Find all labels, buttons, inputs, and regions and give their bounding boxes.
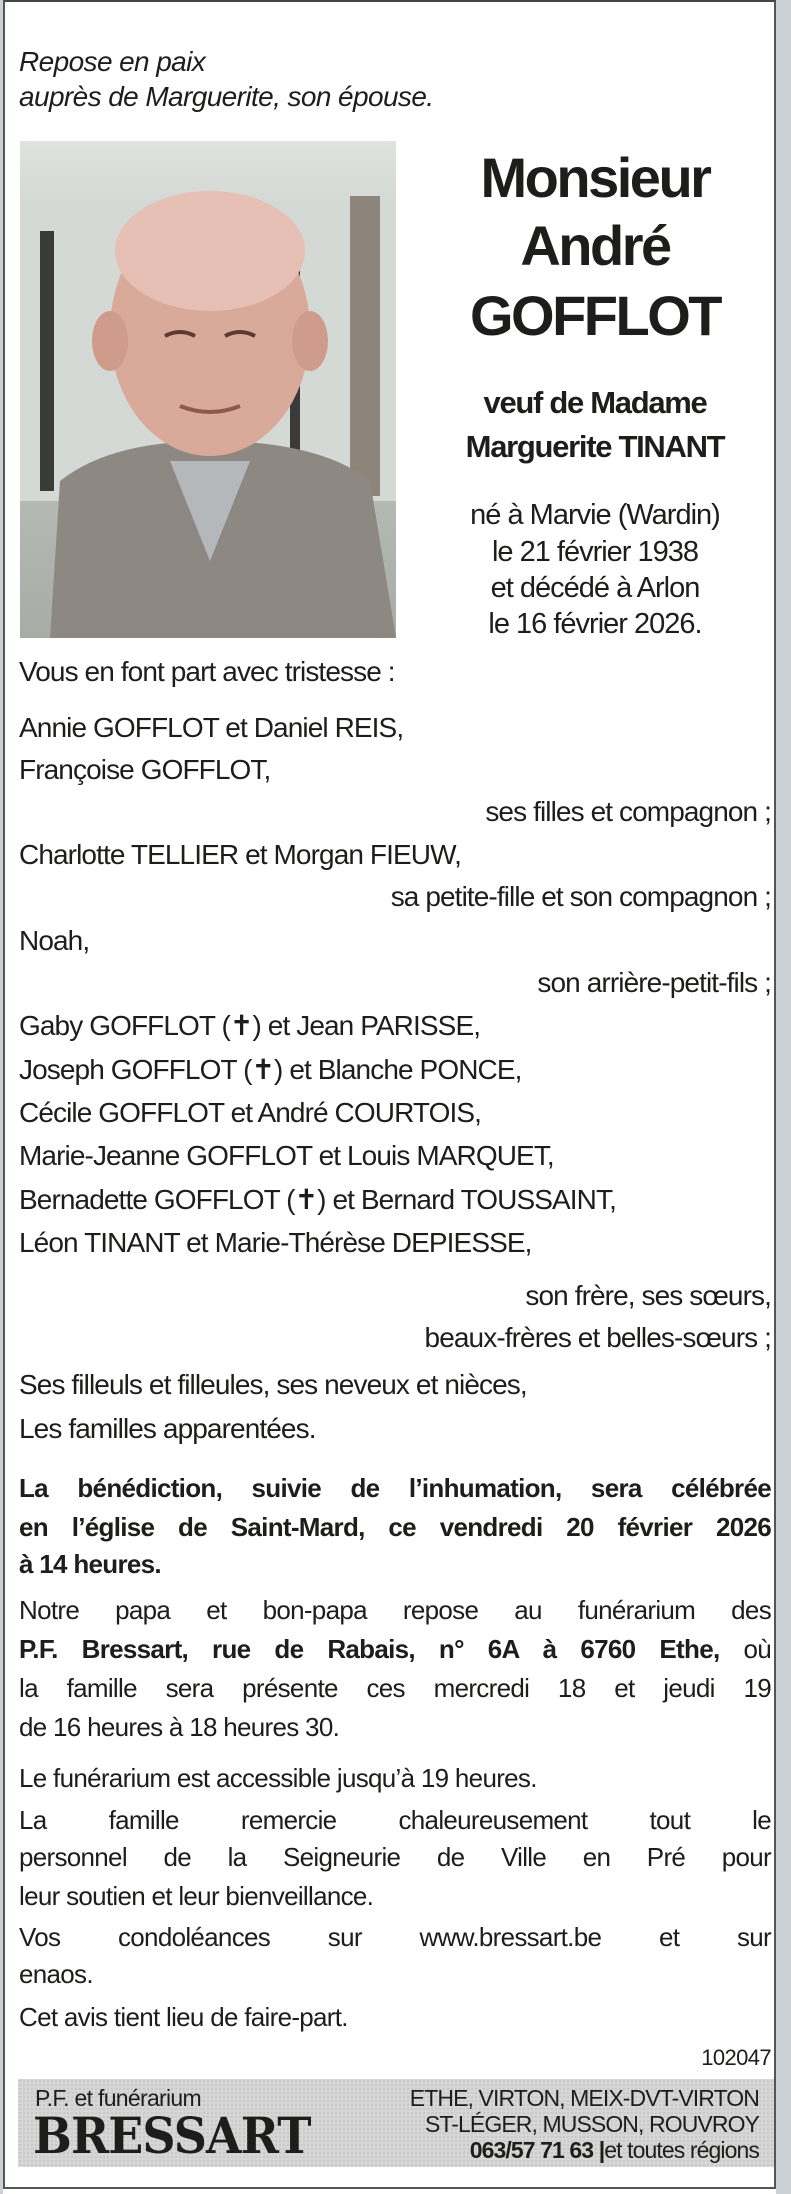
- deceased-first-name: André: [520, 214, 670, 277]
- family-line: Les familles apparentées.: [19, 1413, 316, 1444]
- death-date: le 16 février 2026.: [488, 608, 702, 640]
- thanks-line: La famille remercie chaleureusement tout le: [19, 1805, 771, 1835]
- locations-line: ST-LÉGER, MUSSON, ROUVROY: [424, 2111, 759, 2137]
- thanks-line: personnel de la Seigneurie de Ville en Pré pour: [19, 1842, 771, 1872]
- family-line: Marie-Jeanne GOFFLOT et Louis MARQUET,: [19, 1140, 554, 1171]
- family-line: Françoise GOFFLOT,: [19, 754, 271, 785]
- separator: |: [598, 2137, 605, 2163]
- condolences-line: Vos condoléances sur www.bressart.be et sur: [19, 1922, 771, 1952]
- family-relation: son frère, ses sœurs,: [525, 1280, 771, 1311]
- ceremony-line: en l’église de Saint-Mard, ce vendredi 20 février 2026: [19, 1512, 771, 1542]
- closing-text: Cet avis tient lieu de faire-part.: [19, 2002, 348, 2032]
- funeral-home-banner: [18, 2079, 774, 2167]
- family-line: Gaby GOFFLOT (✝) et Jean PARISSE,: [19, 1010, 481, 1041]
- locations-line: ETHE, VIRTON, MEIX-DVT-VIRTON: [409, 2085, 759, 2111]
- thanks-line: leur soutien et leur bienveillance.: [19, 1881, 374, 1911]
- family-line: Noah,: [19, 925, 90, 956]
- ceremony-line: La bénédiction, suivie de l’inhumation, sera célébrée: [19, 1473, 771, 1503]
- birth-place: né à Marvie (Wardin): [470, 499, 720, 531]
- visitation-line: la famille sera présente ces mercredi 18 et jeudi 19: [19, 1673, 771, 1703]
- family-line: Bernadette GOFFLOT (✝) et Bernard TOUSSAINT,: [19, 1184, 616, 1215]
- deceased-last-name: GOFFLOT: [469, 284, 720, 347]
- reference-number: 102047: [701, 2045, 771, 2070]
- widower-line: Marguerite TINANT: [465, 429, 725, 464]
- family-relation: beaux-frères et belles-sœurs ;: [424, 1322, 771, 1353]
- visitation-line: de 16 heures à 18 heures 30.: [19, 1712, 340, 1742]
- family-line: Cécile GOFFLOT et André COURTOIS,: [19, 1097, 482, 1128]
- ceremony-line: à 14 heures.: [19, 1549, 161, 1579]
- portrait-image: [20, 141, 396, 638]
- visitation-text: où: [719, 1634, 771, 1664]
- funeral-home-address: P.F. Bressart, rue de Rabais, n° 6A à 6760 Ethe,: [19, 1634, 720, 1664]
- family-relation: ses filles et compagnon ;: [485, 796, 771, 827]
- regions-text: et toutes régions: [604, 2137, 759, 2163]
- epitaph-line: Repose en paix: [19, 46, 206, 77]
- funeral-home-logo: BRESSART: [33, 2106, 311, 2165]
- visitation-line: Notre papa et bon-papa repose au funérarium des: [19, 1595, 771, 1625]
- phone-number: 063/57 71 63: [469, 2137, 594, 2163]
- family-relation: son arrière-petit-fils ;: [537, 967, 771, 998]
- epitaph-line: auprès de Marguerite, son épouse.: [19, 81, 434, 112]
- condolences-line: enaos.: [19, 1959, 93, 1989]
- family-line: Léon TINANT et Marie-Thérèse DEPIESSE,: [19, 1227, 532, 1258]
- family-line: Ses filleuls et filleules, ses neveux et nièces,: [19, 1369, 527, 1400]
- family-line: Annie GOFFLOT et Daniel REIS,: [19, 712, 404, 743]
- family-line: Joseph GOFFLOT (✝) et Blanche PONCE,: [19, 1054, 522, 1085]
- deceased-title: Monsieur: [480, 146, 710, 209]
- intro-text: Vous en font part avec tristesse :: [19, 656, 395, 687]
- visitation-line: [19, 1630, 771, 1668]
- birth-date: le 21 février 1938: [491, 536, 699, 568]
- deceased-photo: [20, 141, 396, 638]
- family-line: Charlotte TELLIER et Morgan FIEUW,: [19, 839, 461, 870]
- death-place: et décédé à Arlon: [490, 572, 700, 604]
- funeral-home-subtitle: P.F. et funérarium: [35, 2085, 201, 2111]
- access-text: Le funérarium est accessible jusqu’à 19 heures.: [19, 1763, 537, 1793]
- contact-line: [470, 2137, 759, 2163]
- family-relation: sa petite-fille et son compagnon ;: [390, 881, 771, 912]
- widower-line: veuf de Madame: [483, 385, 707, 420]
